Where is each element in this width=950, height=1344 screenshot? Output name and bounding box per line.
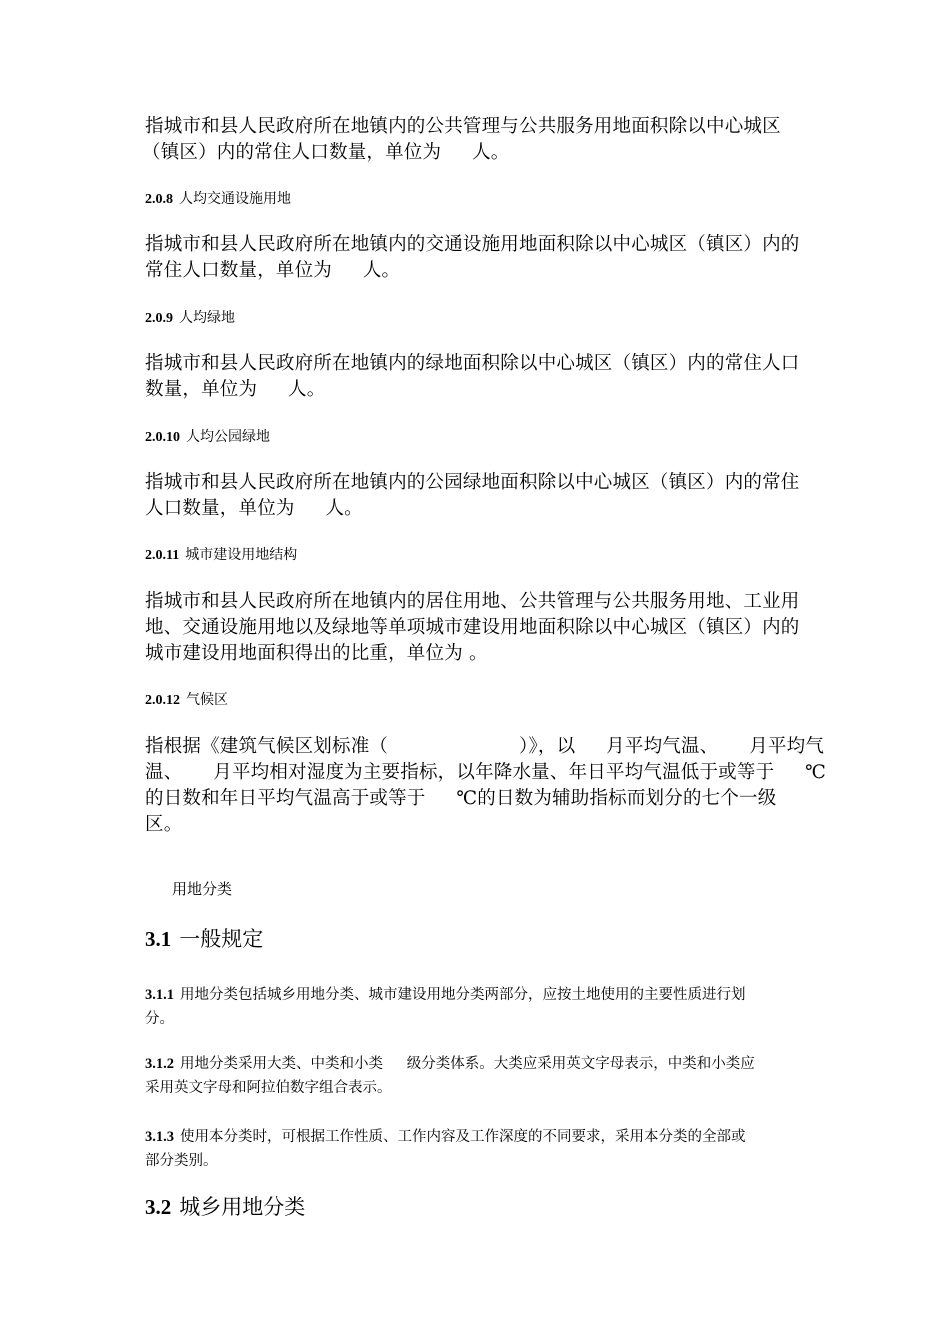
clause-heading-2-0-12	[145, 690, 228, 711]
paragraph-2-0-10-line-1: 指城市和县人民政府所在地镇内的公园绿地面积除以中心城区（镇区）内的常住	[145, 472, 800, 493]
clause-heading-2-0-10	[145, 427, 270, 448]
clause-number: 3.1.1	[145, 987, 174, 1003]
paragraph-2-0-11-line-3: 城市建设用地面积得出的比重，单位为 。	[145, 643, 488, 664]
clause-heading-2-0-11	[145, 545, 297, 566]
clause-text: 用地分类采用大类、中类和小类 级分类体系。大类应采用英文字母表示，中类和小类应	[180, 1056, 755, 1072]
paragraph-2-0-11-line-1: 指城市和县人民政府所在地镇内的居住用地、公共管理与公共服务用地、工业用	[145, 591, 800, 612]
clause-number: 3.1.3	[145, 1129, 174, 1145]
clause-3-1-2-line-2: 采用英文字母和阿拉伯数字组合表示。	[145, 1080, 392, 1096]
paragraph-2-0-12-line-1: 指根据《建筑气候区划标准（ ）》，以 月平均气温、 月平均气	[145, 736, 825, 757]
clause-number: 2.0.11	[145, 548, 180, 563]
clause-title: 人均绿地	[179, 310, 235, 326]
paragraph-2-0-9-line-1: 指城市和县人民政府所在地镇内的绿地面积除以中心城区（镇区）内的常住人口	[145, 353, 800, 374]
clause-number: 2.0.9	[145, 311, 173, 326]
chapter-title: 用地分类	[172, 880, 233, 898]
clause-text: 使用本分类时，可根据工作性质、工作内容及工作深度的不同要求，采用本分类的全部或	[180, 1129, 746, 1145]
paragraph-2-0-7-line-2: （镇区）内的常住人口数量，单位为 人。	[142, 142, 510, 163]
paragraph-2-0-10-line-2: 人口数量，单位为 人。	[145, 498, 363, 519]
clause-number: 3.1.2	[145, 1056, 174, 1072]
paragraph-2-0-9-line-2: 数量，单位为 人。	[145, 379, 326, 400]
section-heading-3-2	[145, 1193, 305, 1221]
paragraph-2-0-8-line-1: 指城市和县人民政府所在地镇内的交通设施用地面积除以中心城区（镇区）内的	[145, 234, 800, 255]
section-number: 3.1	[145, 927, 172, 951]
paragraph-2-0-12-line-2: 温、 月平均相对湿度为主要指标，以年降水量、年日平均气温低于或等于 ℃	[145, 762, 827, 783]
paragraph-2-0-7-line-1: 指城市和县人民政府所在地镇内的公共管理与公共服务用地面积除以中心城区	[145, 116, 781, 137]
clause-heading-2-0-9	[145, 308, 235, 329]
clause-text: 用地分类包括城乡用地分类、城市建设用地分类两部分，应按土地使用的主要性质进行划	[180, 987, 746, 1003]
clause-3-1-3-line-1	[145, 1127, 746, 1147]
paragraph-2-0-8-line-2: 常住人口数量，单位为 人。	[145, 260, 401, 281]
clause-3-1-3-line-2: 部分类别。	[145, 1153, 218, 1169]
paragraph-2-0-12-line-4: 区。	[145, 814, 183, 835]
clause-3-1-1-line-2: 分。	[145, 1011, 174, 1027]
section-heading-3-1	[145, 925, 263, 953]
clause-title: 人均交通设施用地	[179, 191, 291, 207]
clause-number: 2.0.10	[145, 430, 180, 445]
clause-title: 气候区	[186, 692, 228, 708]
section-number: 3.2	[145, 1195, 172, 1219]
section-title: 一般规定	[179, 927, 264, 951]
clause-number: 2.0.8	[145, 192, 173, 207]
clause-heading-2-0-8	[145, 189, 291, 210]
clause-number: 2.0.12	[145, 693, 180, 708]
clause-3-1-2-line-1	[145, 1054, 755, 1074]
paragraph-2-0-11-line-2: 地、交通设施用地以及绿地等单项城市建设用地面积除以中心城区（镇区）内的	[145, 617, 800, 638]
clause-3-1-1-line-1	[145, 985, 746, 1005]
section-title: 城乡用地分类	[179, 1195, 306, 1219]
clause-title: 人均公园绿地	[186, 429, 270, 445]
paragraph-2-0-12-line-3: 的日数和年日平均气温高于或等于 ℃的日数为辅助指标而划分的七个一级	[145, 788, 777, 809]
clause-title: 城市建设用地结构	[185, 547, 298, 563]
